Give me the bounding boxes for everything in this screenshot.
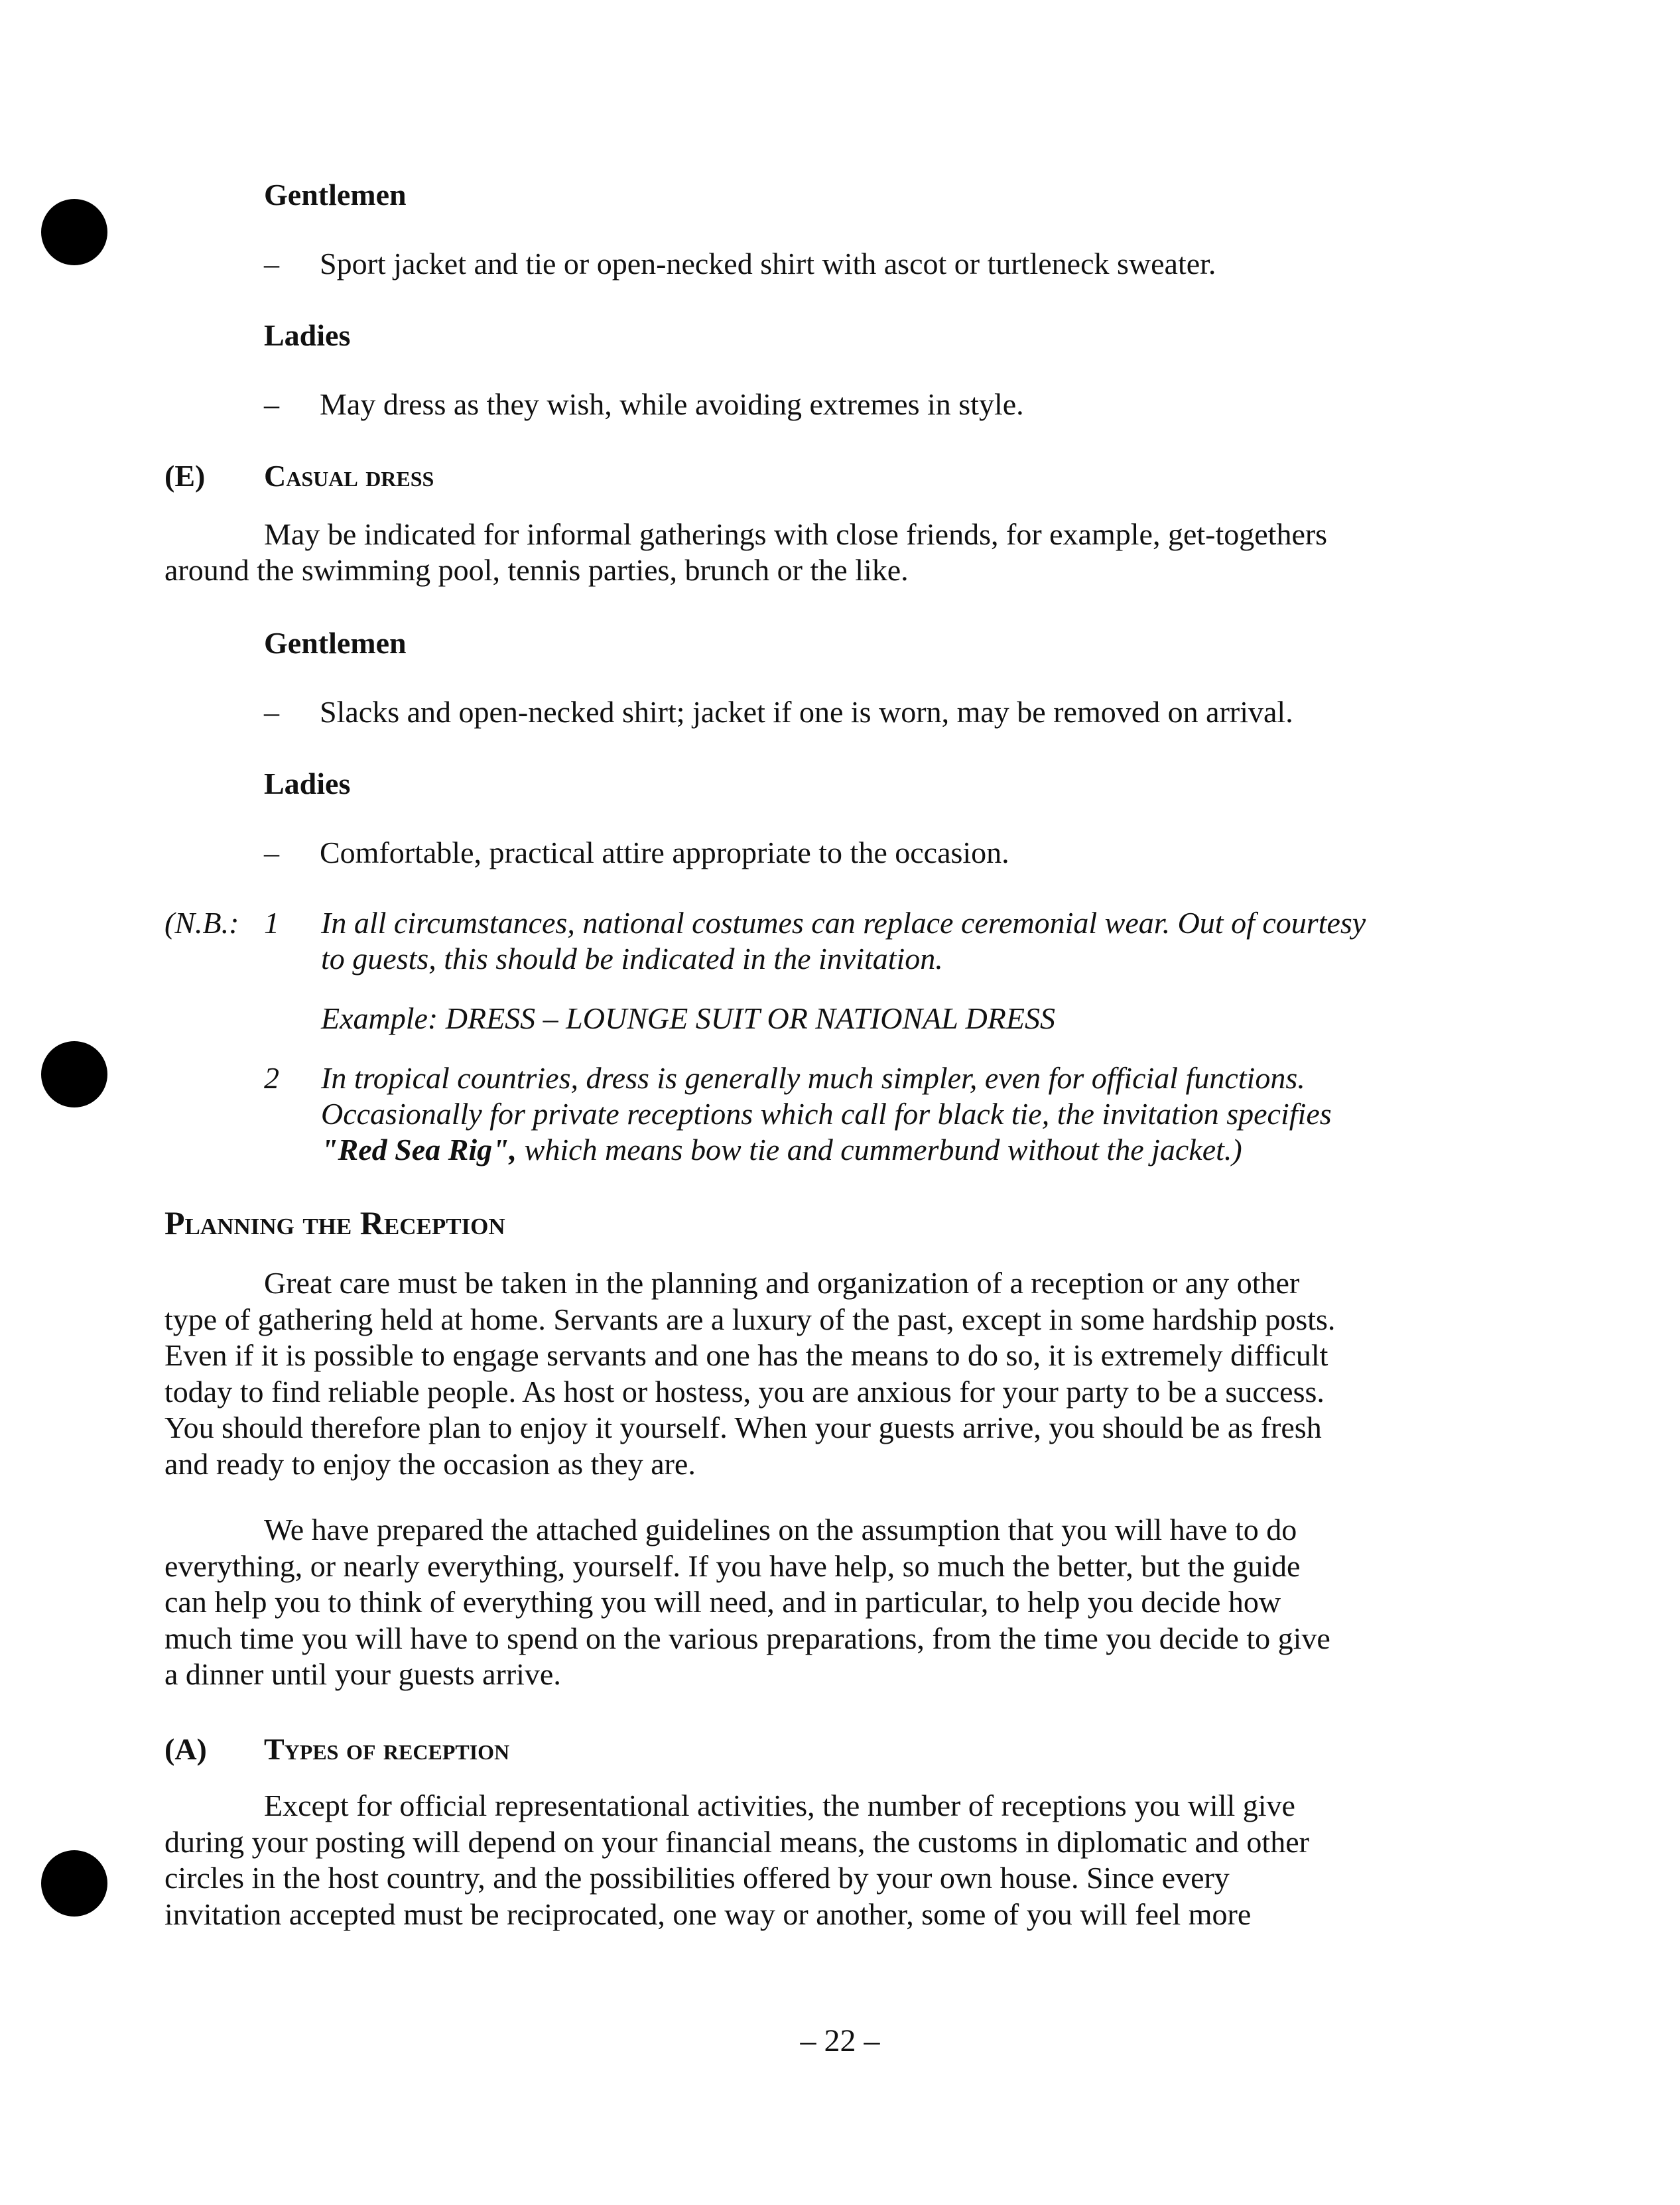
nb-2-line-1: In tropical countries, dress is generally much simpler, even for official functions. [321, 1061, 1305, 1095]
nb-example: Example: DRESS – LOUNGE SUIT OR NATIONAL DRESS [321, 1001, 1055, 1035]
gentlemen-heading: Gentlemen [264, 178, 407, 212]
planning-p1-line: and ready to enjoy the occasion as they are. [164, 1446, 696, 1481]
planning-p2-line: can help you to think of everything you will need, and in particular, to help you decide how [164, 1585, 1281, 1619]
planning-p1-line: Even if it is possible to engage servants and one has the means to do so, it is extremely difficult [164, 1338, 1328, 1372]
planning-p1-line: You should therefore plan to enjoy it yourself. When your guests arrive, you should be as fresh [164, 1411, 1322, 1444]
gentlemen-item-2 [264, 694, 1293, 731]
planning-paragraph-2 [164, 1512, 1474, 1693]
gentlemen-item-text: Sport jacket and tie or open-necked shirt with ascot or turtleneck sweater. [320, 247, 1216, 281]
ladies-item-2 [264, 834, 1009, 871]
section-e-para-line-1: May be indicated for informal gatherings with close friends, for example, get-togethers [264, 517, 1328, 551]
binder-hole-bottom [41, 1850, 107, 1917]
nb-1-line-2: to guests, this should be indicated in the invitation. [321, 942, 943, 976]
dash: – [264, 836, 279, 869]
planning-p1-line: today to find reliable people. As host or hostess, you are anxious for your party to be a success. [164, 1374, 1325, 1409]
section-a-label: (A) [164, 1732, 207, 1766]
gentlemen-heading-2: Gentlemen [264, 626, 407, 660]
section-a-line: invitation accepted must be reciprocated, one way or another, some of you will feel more [164, 1897, 1252, 1931]
planning-p2-line: much time you will have to spend on the various preparations, from the time you decide to give [164, 1621, 1330, 1655]
dash: – [264, 387, 279, 421]
planning-p1-line: Great care must be taken in the planning and organization of a reception or any other [264, 1266, 1300, 1300]
section-a-line: Except for official representational activities, the number of receptions you will give [264, 1789, 1295, 1822]
nb-1-number: 1 [264, 906, 279, 940]
ladies-heading: Ladies [264, 318, 351, 352]
ladies-item [264, 386, 1024, 423]
ladies-item-2-text: Comfortable, practical attire appropriate to the occasion. [320, 836, 1009, 869]
gentlemen-item [264, 245, 1216, 283]
section-a-paragraph [164, 1788, 1474, 1932]
nb-2-line-2: Occasionally for private receptions which call for black tie, the invitation specifies [321, 1097, 1332, 1131]
nb-2-line-3 [321, 1131, 1242, 1168]
section-a-line: during your posting will depend on your financial means, the customs in diplomatic and other [164, 1824, 1309, 1859]
page-number: – 22 – [800, 2023, 880, 2058]
section-e-label: (E) [164, 459, 206, 493]
dash: – [264, 695, 279, 729]
section-e-para-line-2: around the swimming pool, tennis parties, brunch or the like. [164, 553, 909, 587]
planning-p2-line: a dinner until your guests arrive. [164, 1657, 561, 1691]
dash: – [264, 247, 279, 281]
nb-2-number: 2 [264, 1061, 279, 1095]
planning-p1-line: type of gathering held at home. Servants are a luxury of the past, except in some hardship posts. [164, 1302, 1336, 1336]
ladies-heading-2: Ladies [264, 767, 351, 800]
nb-1-line-1: In all circumstances, national costumes can replace ceremonial wear. Out of courtesy [321, 906, 1366, 940]
section-a-line: circles in the host country, and the possibilities offered by your own house. Since every [164, 1861, 1230, 1895]
planning-heading: Planning the Reception [164, 1204, 505, 1241]
planning-p2-line: We have prepared the attached guidelines on the assumption that you will have to do [264, 1513, 1297, 1546]
gentlemen-item-2-text: Slacks and open-necked shirt; jacket if one is worn, may be removed on arrival. [320, 695, 1293, 729]
planning-p2-line: everything, or nearly everything, yourself. If you have help, so much the better, but the guide [164, 1548, 1301, 1583]
section-a-title: Types of reception [264, 1732, 510, 1766]
nb-label: (N.B.: [164, 906, 239, 940]
binder-hole-top [41, 199, 107, 265]
ladies-item-text: May dress as they wish, while avoiding extremes in style. [320, 387, 1024, 421]
red-sea-rig-term: "Red Sea Rig", [321, 1133, 517, 1166]
planning-paragraph-1 [164, 1265, 1474, 1482]
nb-2-line-3-rest: which means bow tie and cummerbund without the jacket.) [517, 1133, 1242, 1166]
section-e-title: Casual dress [264, 459, 434, 493]
binder-hole-middle [41, 1041, 107, 1107]
